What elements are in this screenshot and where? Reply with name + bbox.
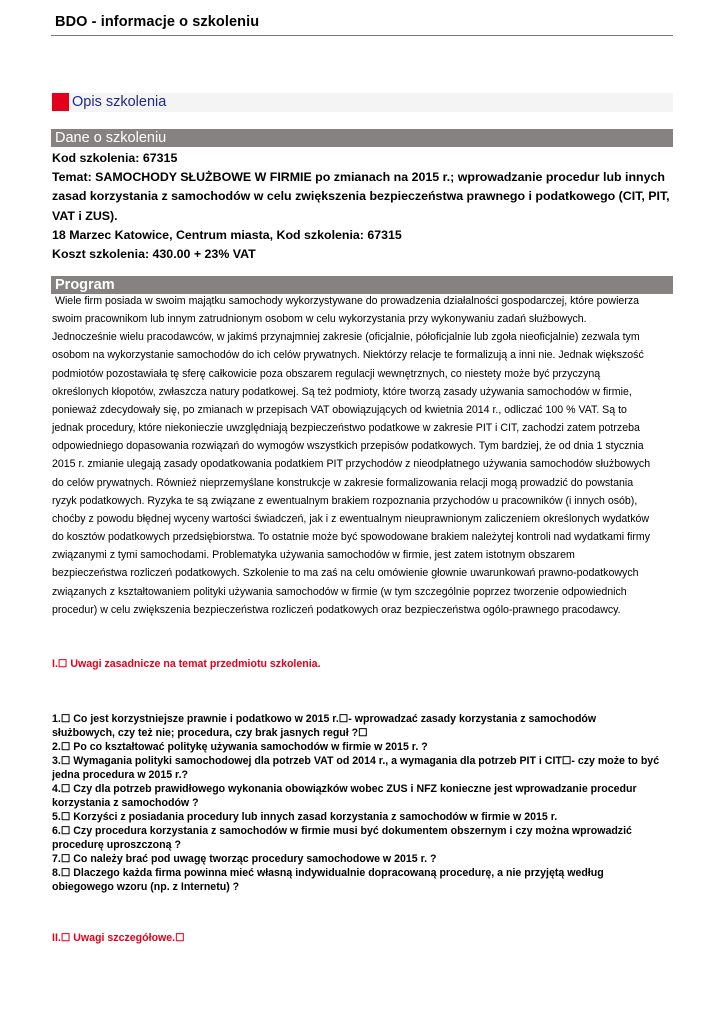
program-line: osobom na wykorzystanie samochodów do ich celów prywatnych. Niektórzy relacje te formalizują a inni nie. Jednak większość (52, 349, 644, 362)
opis-section-title: Opis szkolenia (72, 94, 167, 110)
program-line: do celów prywatnych. Również nieprzemyślane konstrukcje w zakresie formalizowania relacji mogą prowadzić do powstania (52, 476, 634, 489)
question-line: 8.☐ Dlaczego każda firma powinna mieć własną indywidualnie dopracowaną procedurę, a nie przyjętą według (52, 867, 604, 879)
question-line: obiegowego wzoru (np. z Internetu) ? (52, 881, 240, 893)
section-ii-heading: II.☐ Uwagi szczegółowe.☐ (52, 932, 185, 944)
header-divider (51, 35, 673, 36)
page-header-title: BDO - informacje o szkoleniu (55, 14, 260, 30)
question-line: 3.☐ Wymagania polityki samochodowej dla potrzeb VAT od 2014 r., a wymagania dla potrzeb PIT i CIT☐- czy może to być (52, 755, 660, 767)
program-line: do kosztów podatkowych przedsiębiorstwa. To ostatnie może być spowodowane brakiem należytej kontroli nad wydatkami firmy (52, 531, 651, 544)
question-line: 4.☐ Czy dla potrzeb prawidłowego wykonania obowiązków wobec ZUS i NFZ konieczne jest wprowadzanie procedur (52, 783, 637, 795)
opis-marker-square (52, 93, 69, 111)
program-line: ponieważ zdecydowały się, po zmianach w przepisach VAT obowiązujących od kwietnia 2014 r., odliczać 100 % VAT. Są to (52, 403, 627, 416)
question-line: 6.☐ Czy procedura korzystania z samochodów w firmie musi być dokumentem obszernym i czy można wprowadzić (52, 825, 632, 837)
program-line: swoim pracownikom lub innym zatrudnionym osobom w celu wykorzystania przy wykonywaniu zadań służbowych. (52, 313, 587, 326)
program-line: procedur) w celu zwiększenia bezpieczeństwa rozliczeń podatkowych oraz bezpieczeństwa ogólo-prawnego pracodawcy. (52, 603, 621, 616)
course-topic-line-3: VAT i ZUS). (52, 208, 118, 223)
program-line: związanymi z tymi samochodami. Problematyka używania samochodów w firmie, jest zatem istotnym obszarem (52, 549, 575, 562)
program-line: związanych z kształtowaniem polityki używania samochodów w firmie (w tym szczególnie poprzez tworzenie odpowiednich (52, 585, 627, 598)
questions-list (52, 712, 676, 894)
dane-section-header: Dane o szkoleniu (51, 129, 673, 147)
program-line: choćby z powodu błędnej wyceny wartości świadczeń, jak i z ewentualnym nieuprawnionym zaliczeniem określonych wydatków (52, 512, 650, 525)
question-line: procedurę uproszczoną ? (52, 839, 181, 851)
program-line: bezpieczeństwa rozliczeń podatkowych. Szkolenie to ma zaś na celu omówienie głownie uwarunkowań prawno-podatkowych (52, 567, 639, 580)
course-date-location: 18 Marzec Katowice, Centrum miasta, Kod szkolenia: 67315 (52, 227, 402, 242)
course-topic-line-1: Temat: SAMOCHODY SŁUŻBOWE W FIRMIE po zmianach na 2015 r.; wprowadzanie procedur lub innych (52, 170, 665, 185)
question-line: służbowych, czy też nie; procedura, czy brak jasnych reguł ?☐ (52, 727, 368, 739)
question-line: 7.☐ Co należy brać pod uwagę tworząc procedury samochodowe w 2015 r. ? (52, 853, 437, 865)
program-line: odpowiedniego dopasowania rozwiązań do wymogów wszystkich przepisów podatkowych. Tym bardziej, że od dnia 1 stycznia (52, 440, 644, 453)
section-i-heading: I.☐ Uwagi zasadnicze na temat przedmiotu szkolenia. (52, 658, 321, 670)
question-line: 5.☐ Korzyści z posiadania procedury lub innych zasad korzystania z samochodów w firmie w 2015 r. (52, 811, 558, 823)
course-topic-line-2: zasad korzystania z samochodów w celu zwiększenia bezpieczeństwa prawnego i podatkowego (CIT, PIT, (52, 189, 670, 204)
question-line: 1.☐ Co jest korzystniejsze prawnie i podatkowo w 2015 r.☐- wprowadzać zasady korzystania z samochodów (52, 713, 597, 725)
program-section-header: Program (51, 276, 673, 294)
program-line: jednak procedury, które niekonieczie uwzględniają bezpieczeństwo podatkowe w zakresie PIT i CIT, zachodzi zatem potrzeba (52, 422, 640, 435)
program-line: Wiele firm posiada w swoim majątku samochody wykorzystywane do prowadzenia działalności gospodarczej, które powierza (52, 295, 640, 307)
program-line: podmiotów pozostawiała tę sferę całkowicie poza obszarem regulacji wewnętrznych, co niestety może być przyczyną (52, 367, 601, 380)
program-description (52, 292, 674, 619)
program-line: określonych kłopotów, zwłaszcza natury podatkowej. Są też podmioty, które tworzą zasady używania samochodów w firmie, (52, 385, 632, 398)
course-cost: Koszt szkolenia: 430.00 + 23% VAT (52, 247, 256, 262)
program-line: 2015 r. zmianie ulegają zasady opodatkowania podatkiem PIT przychodów z nieodpłatnego używania samochodów służbowych (52, 458, 651, 471)
program-line: ryzyk podatkowych. Ryzyka te są związane z ewentualnym brakiem rozpoznania przychodów u pracowników (i innych osób), (52, 494, 638, 507)
question-line: korzystania z samochodów ? (52, 797, 199, 809)
program-line: Jednocześnie wielu pracodawców, w jakimś przynajmniej zakresie (oficjalnie, półoficjalnie lub zgoła nieoficjalnie) zezwala tym (52, 331, 640, 344)
dane-details (52, 149, 674, 264)
question-line: 2.☐ Po co kształtować politykę używania samochodów w firmie w 2015 r. ? (52, 741, 428, 753)
question-line: jedna procedura w 2015 r.? (52, 769, 189, 781)
course-code: Kod szkolenia: 67315 (52, 151, 178, 165)
